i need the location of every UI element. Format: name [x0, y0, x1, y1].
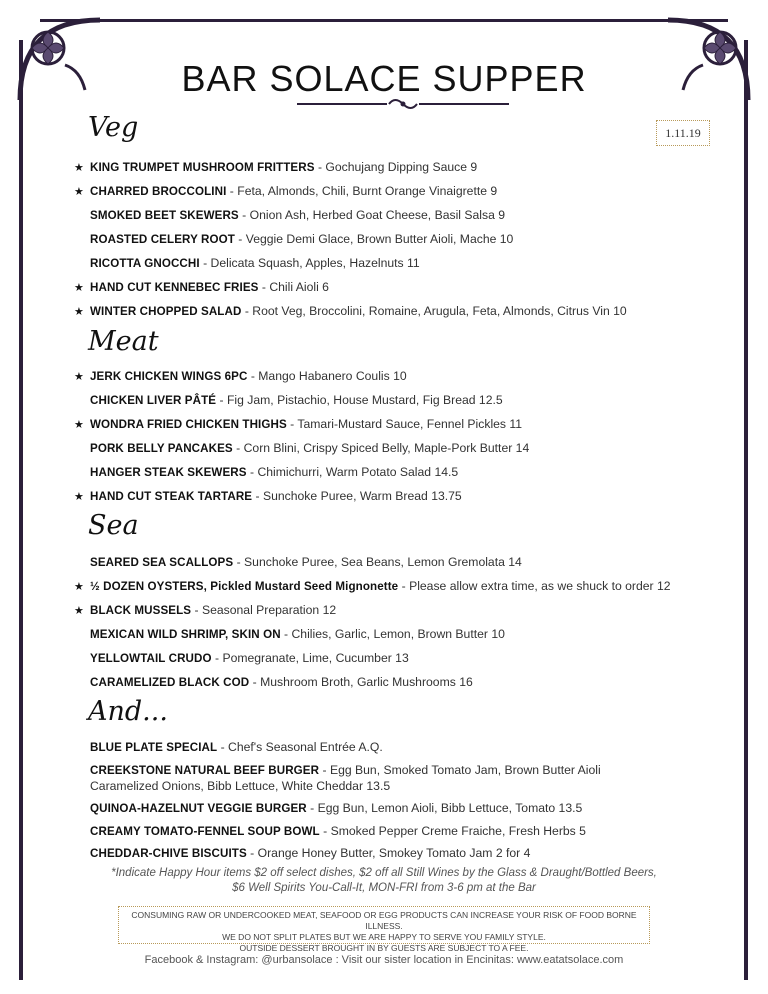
title-ornament-icon	[297, 96, 509, 112]
menu-item: SMOKED BEET SKEWERS - Onion Ash, Herbed Goat Cheese, Basil Salsa 9	[90, 208, 506, 222]
menu-item: HANGER STEAK SKEWERS - Chimichurri, Warm Potato Salad 14.5	[90, 465, 459, 479]
menu-item: RICOTTA GNOCCHI - Delicata Squash, Apples, Hazelnuts 11	[90, 256, 420, 270]
footer-social: Facebook & Instagram: @urbansolace : Visit our sister location in Encinitas: www.eatatsolace.com	[144, 954, 624, 966]
menu-item: ★ KING TRUMPET MUSHROOM FRITTERS - Gochujang Dipping Sauce 9	[74, 160, 478, 174]
menu-item: ★ WONDRA FRIED CHICKEN THIGHS - Tamari-Mustard Sauce, Fennel Pickles 11	[74, 417, 523, 431]
section-heading-meat: Meat	[88, 326, 159, 357]
menu-item: CARAMELIZED BLACK COD - Mushroom Broth, Garlic Mushrooms 16	[90, 675, 473, 689]
section-heading-sea: Sea	[88, 510, 139, 541]
menu-item: CHICKEN LIVER PÂTÉ - Fig Jam, Pistachio, House Mustard, Fig Bread 12.5	[90, 393, 503, 407]
menu-item: PORK BELLY PANCAKES - Corn Blini, Crispy Spiced Belly, Maple-Pork Butter 14	[90, 441, 530, 455]
menu-item: BLUE PLATE SPECIAL - Chef's Seasonal Entrée A.Q.	[90, 740, 383, 754]
menu-item: ★ JERK CHICKEN WINGS 6PC - Mango Habanero Coulis 10	[74, 369, 407, 383]
menu-item: CREEKSTONE NATURAL BEEF BURGER - Egg Bun, Smoked Tomato Jam, Brown Butter Aioli	[90, 763, 601, 777]
warning-line: CONSUMING RAW OR UNDERCOOKED MEAT, SEAFOOD OR EGG PRODUCTS CAN INCREASE YOUR RISK OF FOOD BORNE ILLNESS.	[131, 910, 637, 931]
section-heading-and: And...	[88, 696, 168, 727]
happy-hour-line: $6 Well Spirits You-Call-It, MON-FRI from 3-6 pm at the Bar	[232, 882, 536, 894]
happy-hour-line: *Indicate Happy Hour items $2 off select dishes, $2 off all Still Wines by the Glass & Draught/Bottled Beers,	[111, 867, 657, 879]
menu-item: MEXICAN WILD SHRIMP, SKIN ON - Chilies, Garlic, Lemon, Brown Butter 10	[90, 627, 505, 641]
menu-item: ★ HAND CUT KENNEBEC FRIES - Chili Aioli 6	[74, 280, 329, 294]
food-safety-warning	[118, 906, 650, 953]
menu-item: CHEDDAR-CHIVE BISCUITS - Orange Honey Butter, Smokey Tomato Jam 2 for 4	[90, 846, 531, 860]
menu-item: ★ WINTER CHOPPED SALAD - Root Veg, Broccolini, Romaine, Arugula, Feta, Almonds, Citrus Vin 10	[74, 304, 627, 318]
happy-hour-note	[84, 866, 684, 896]
frame-right-border	[744, 40, 748, 980]
menu-item: CREAMY TOMATO-FENNEL SOUP BOWL - Smoked Pepper Creme Fraiche, Fresh Herbs 5	[90, 824, 586, 838]
frame-left-border	[19, 40, 23, 980]
menu-item: YELLOWTAIL CRUDO - Pomegranate, Lime, Cucumber 13	[90, 651, 409, 665]
warning-line: OUTSIDE DESSERT BROUGHT IN BY GUESTS ARE SUBJECT TO A FEE.	[239, 943, 529, 953]
page-title: BAR SOLACE SUPPER	[181, 58, 587, 99]
section-heading-veg: Veg	[88, 112, 139, 143]
menu-item-continuation: Caramelized Onions, Bibb Lettuce, White Cheddar 13.5	[90, 779, 391, 793]
menu-item: ★ HAND CUT STEAK TARTARE - Sunchoke Puree, Warm Bread 13.75	[74, 489, 462, 503]
menu-item: ★ ½ DOZEN OYSTERS, Pickled Mustard Seed Mignonette - Please allow extra time, as we shuck to order 12	[74, 579, 671, 593]
menu-item: SEARED SEA SCALLOPS - Sunchoke Puree, Sea Beans, Lemon Gremolata 14	[90, 555, 522, 569]
menu-item: ★ BLACK MUSSELS - Seasonal Preparation 12	[74, 603, 337, 617]
menu-item: ★ CHARRED BROCCOLINI - Feta, Almonds, Chili, Burnt Orange Vinaigrette 9	[74, 184, 498, 198]
frame-top-border	[40, 19, 728, 22]
warning-line: WE DO NOT SPLIT PLATES BUT WE ARE HAPPY TO SERVE YOU FAMILY STYLE.	[222, 932, 546, 942]
menu-item: QUINOA-HAZELNUT VEGGIE BURGER - Egg Bun, Lemon Aioli, Bibb Lettuce, Tomato 13.5	[90, 801, 583, 815]
menu-date: 1.11.19	[656, 120, 710, 146]
menu-item: ROASTED CELERY ROOT - Veggie Demi Glace, Brown Butter Aioli, Mache 10	[90, 232, 514, 246]
